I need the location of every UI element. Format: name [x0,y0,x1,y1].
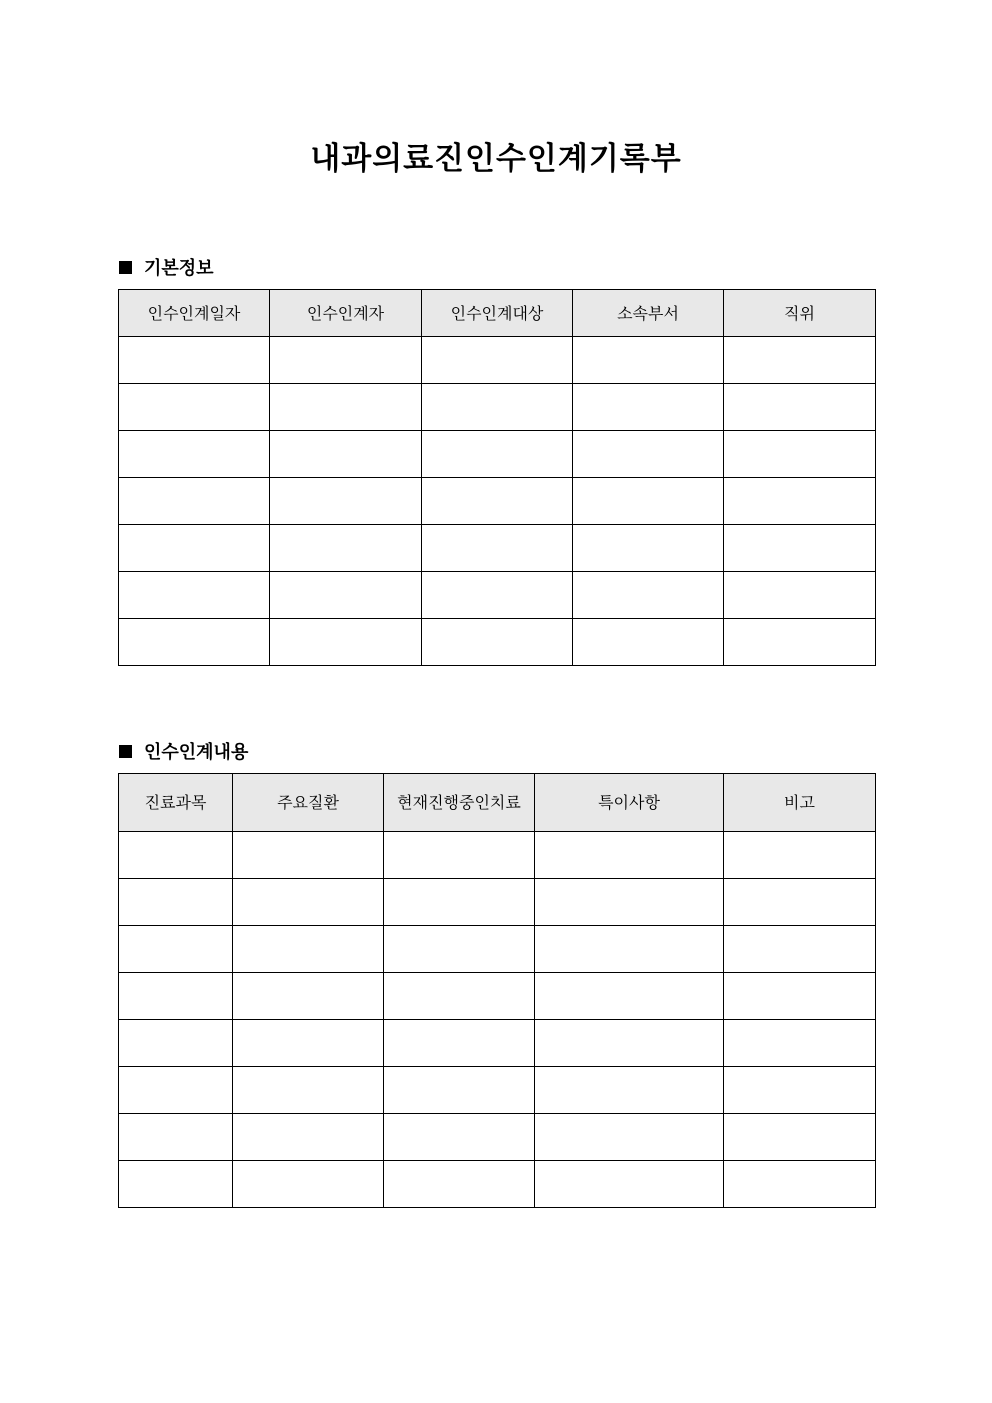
table-header-row [119,774,876,832]
column-header-special-notes: 특이사항 [535,774,724,832]
table-row [119,1020,876,1067]
table-cell[interactable] [724,431,876,478]
table-cell[interactable] [535,1114,724,1161]
table-cell[interactable] [384,973,535,1020]
table-cell[interactable] [724,525,876,572]
column-header-department: 소속부서 [573,290,724,337]
table-cell[interactable] [724,1114,876,1161]
table-cell[interactable] [119,572,270,619]
table-row [119,1161,876,1208]
table-cell[interactable] [384,832,535,879]
table-cell[interactable] [724,1020,876,1067]
table-cell[interactable] [573,525,724,572]
table-row [119,431,876,478]
table-cell[interactable] [573,619,724,666]
table-cell[interactable] [270,431,422,478]
table-cell[interactable] [119,1020,233,1067]
table-cell[interactable] [724,478,876,525]
table-cell[interactable] [384,1020,535,1067]
basic-info-table [118,289,876,666]
table-cell[interactable] [535,926,724,973]
table-header-row [119,290,876,337]
table-cell[interactable] [724,572,876,619]
table-cell[interactable] [119,478,270,525]
table-cell[interactable] [233,1114,384,1161]
handover-content-table [118,773,876,1208]
table-cell[interactable] [384,1161,535,1208]
table-cell[interactable] [384,879,535,926]
table-cell[interactable] [422,525,573,572]
table-cell[interactable] [535,1161,724,1208]
table-row [119,619,876,666]
column-header-handover-giver: 인수인계자 [270,290,422,337]
table-cell[interactable] [270,337,422,384]
table-cell[interactable] [233,926,384,973]
table-row [119,879,876,926]
table-cell[interactable] [724,337,876,384]
table-cell[interactable] [270,525,422,572]
table-cell[interactable] [270,619,422,666]
column-header-current-treatment: 현재진행중인치료 [384,774,535,832]
table-cell[interactable] [119,1161,233,1208]
table-row [119,384,876,431]
section-heading-label: 인수인계내용 [144,742,249,763]
table-row [119,337,876,384]
table-cell[interactable] [270,572,422,619]
table-cell[interactable] [573,478,724,525]
table-cell[interactable] [573,431,724,478]
table-cell[interactable] [119,1114,233,1161]
table-cell[interactable] [573,337,724,384]
square-bullet-icon [119,745,132,758]
table-cell[interactable] [422,384,573,431]
table-cell[interactable] [535,1067,724,1114]
table-cell[interactable] [384,1067,535,1114]
table-row [119,1067,876,1114]
document-title: 내과의료진인수인계기록부 [310,141,682,177]
table-cell[interactable] [535,879,724,926]
table-cell[interactable] [119,879,233,926]
table-cell[interactable] [535,973,724,1020]
table-cell[interactable] [119,832,233,879]
section-heading-handover-content [119,738,248,764]
table-cell[interactable] [233,1067,384,1114]
table-cell[interactable] [535,832,724,879]
table-cell[interactable] [119,1067,233,1114]
table-cell[interactable] [422,619,573,666]
table-cell[interactable] [233,1161,384,1208]
table-row [119,1114,876,1161]
table-cell[interactable] [119,384,270,431]
table-cell[interactable] [724,619,876,666]
table-cell[interactable] [119,619,270,666]
table-cell[interactable] [573,572,724,619]
table-cell[interactable] [270,384,422,431]
table-cell[interactable] [724,973,876,1020]
table-cell[interactable] [119,973,233,1020]
table-cell[interactable] [724,926,876,973]
table-cell[interactable] [270,478,422,525]
table-cell[interactable] [233,1020,384,1067]
table-row [119,478,876,525]
column-header-department-subject: 진료과목 [119,774,233,832]
table-cell[interactable] [422,431,573,478]
table-cell[interactable] [119,525,270,572]
table-row [119,572,876,619]
table-cell[interactable] [422,337,573,384]
column-header-handover-target: 인수인계대상 [422,290,573,337]
table-cell[interactable] [422,478,573,525]
table-cell[interactable] [724,1161,876,1208]
table-cell[interactable] [384,1114,535,1161]
table-row [119,832,876,879]
square-bullet-icon [119,261,132,274]
column-header-main-disease: 주요질환 [233,774,384,832]
column-header-remarks: 비고 [724,774,876,832]
table-cell[interactable] [724,879,876,926]
table-cell[interactable] [724,384,876,431]
table-cell[interactable] [422,572,573,619]
table-cell[interactable] [119,337,270,384]
table-row [119,973,876,1020]
table-row [119,525,876,572]
table-cell[interactable] [119,431,270,478]
table-cell[interactable] [724,832,876,879]
section-heading-label: 기본정보 [144,258,214,279]
table-cell[interactable] [384,926,535,973]
column-header-position: 직위 [724,290,876,337]
table-cell[interactable] [573,384,724,431]
table-cell[interactable] [233,832,384,879]
table-cell[interactable] [535,1020,724,1067]
table-row [119,926,876,973]
table-cell[interactable] [233,879,384,926]
table-cell[interactable] [119,926,233,973]
section-heading-basic-info [119,254,214,280]
column-header-handover-date: 인수인계일자 [119,290,270,337]
table-cell[interactable] [233,973,384,1020]
table-cell[interactable] [724,1067,876,1114]
